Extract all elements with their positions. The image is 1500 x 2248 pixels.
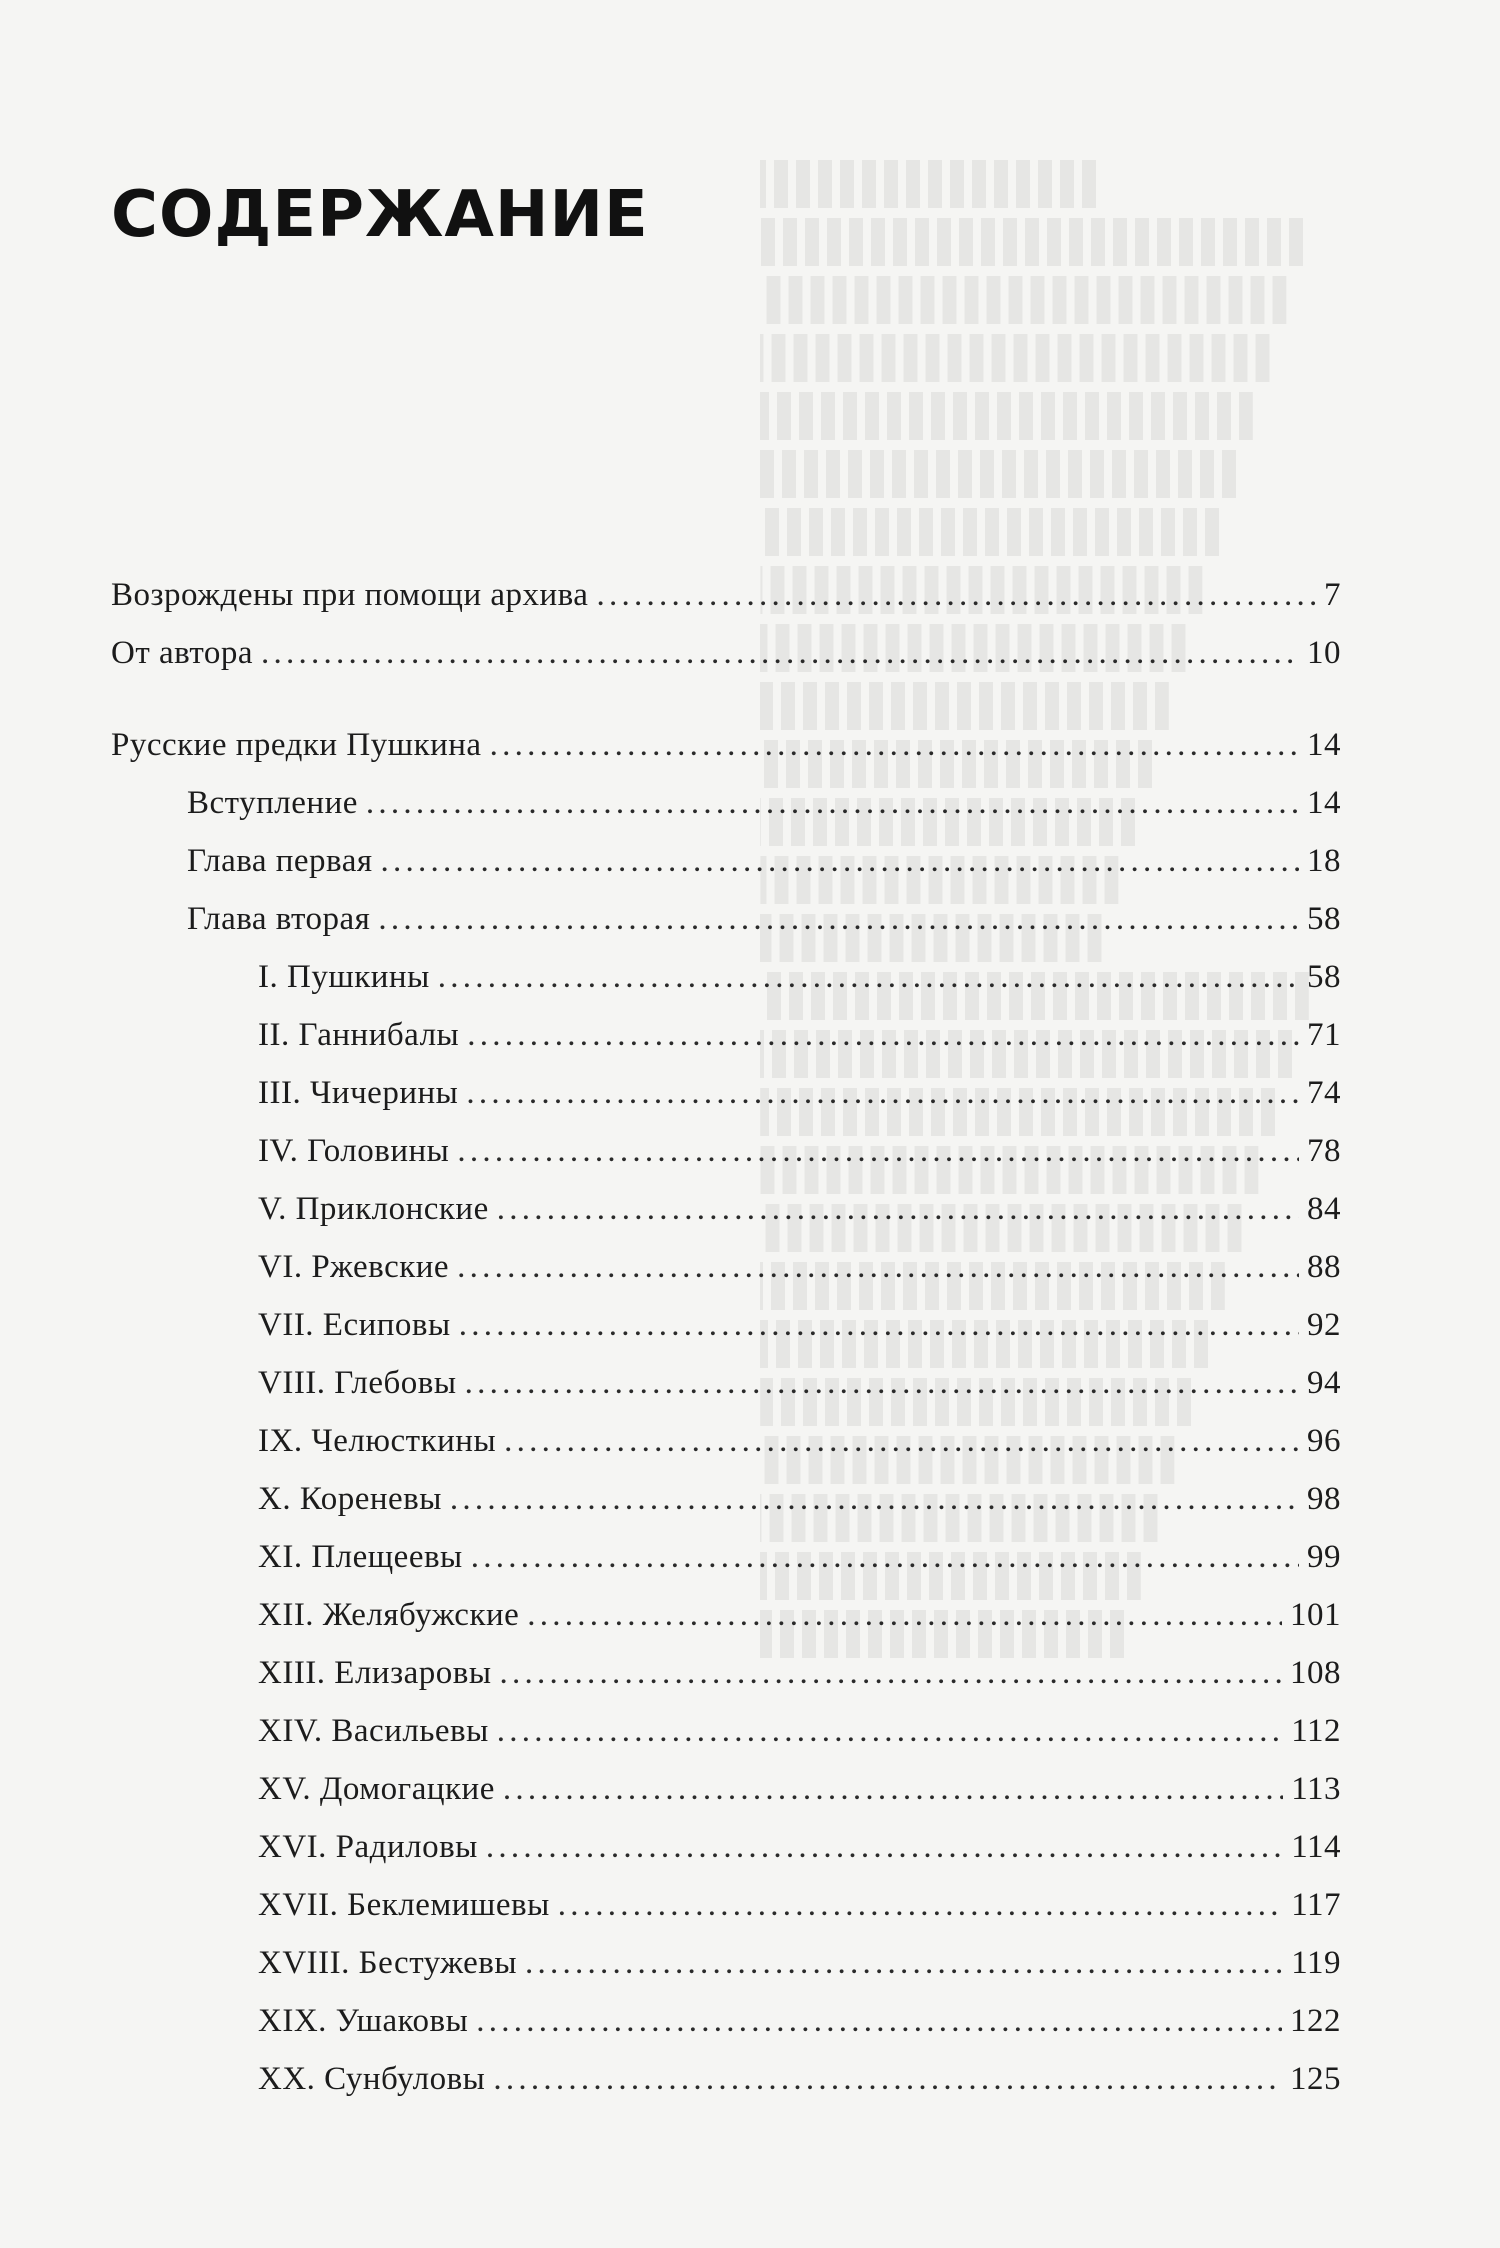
toc-entry-page-number: 78 [1307, 1133, 1341, 1169]
toc-entry [111, 948, 1341, 1006]
toc-entry [111, 774, 1341, 832]
toc-entry-label: XVI. Радиловы [258, 1829, 478, 1865]
toc-entry-label: Глава первая [187, 843, 373, 879]
show-through-line [760, 392, 1253, 440]
dot-leader [466, 1064, 1299, 1122]
show-through-line [760, 160, 1096, 208]
toc-entry-label: Вступление [187, 785, 358, 821]
toc-entry [111, 1644, 1341, 1702]
toc-entry-page-number: 112 [1291, 1713, 1341, 1749]
show-through-line [760, 276, 1286, 324]
toc-entry [111, 1702, 1341, 1760]
dot-leader [527, 1586, 1282, 1644]
toc-entry-page-number: 92 [1307, 1307, 1341, 1343]
toc-entry [111, 1006, 1341, 1064]
dot-leader [457, 1238, 1299, 1296]
toc-entry [111, 1818, 1341, 1876]
toc-entry [111, 1934, 1341, 1992]
toc-entry [111, 1586, 1341, 1644]
toc-entry-page-number: 10 [1307, 635, 1341, 671]
dot-leader [467, 1006, 1299, 1064]
dot-leader [465, 1354, 1299, 1412]
show-through-line [760, 218, 1303, 266]
toc-entry [111, 1528, 1341, 1586]
toc-entry-page-number: 114 [1291, 1829, 1341, 1865]
toc-entry-page-number: 14 [1307, 727, 1341, 763]
toc-entry-label: XVII. Беклемишевы [258, 1887, 550, 1923]
toc-entry-page-number: 101 [1290, 1597, 1341, 1633]
toc-entry-label: XII. Желябужские [258, 1597, 520, 1633]
toc-entry-page-number: 88 [1307, 1249, 1341, 1285]
toc-entry-label: Возрождены при помощи архива [111, 577, 589, 613]
dot-leader [493, 2050, 1282, 2108]
toc-entry [111, 890, 1341, 948]
dot-leader [497, 1702, 1283, 1760]
dot-leader [596, 566, 1316, 624]
toc-entry-label: IV. Головины [258, 1133, 450, 1169]
toc-entry-label: VIII. Глебовы [258, 1365, 457, 1401]
dot-leader [500, 1644, 1282, 1702]
toc-entry-page-number: 117 [1291, 1887, 1341, 1923]
toc-entry-label: VI. Ржевские [258, 1249, 450, 1285]
dot-leader [459, 1296, 1299, 1354]
toc-entry [111, 1876, 1341, 1934]
dot-leader [261, 624, 1299, 682]
toc-entry-page-number: 71 [1307, 1017, 1341, 1053]
dot-leader [558, 1876, 1283, 1934]
toc-entry-page-number: 113 [1291, 1771, 1341, 1807]
toc-entry-label: XIII. Елизаровы [258, 1655, 492, 1691]
toc-entry [111, 624, 1341, 682]
toc-entry-page-number: 14 [1307, 785, 1341, 821]
dot-leader [525, 1934, 1283, 1992]
toc-entry-page-number: 58 [1307, 959, 1341, 995]
show-through-line [760, 450, 1236, 498]
dot-leader [381, 832, 1299, 890]
toc-entry-label: XIX. Ушаковы [258, 2003, 469, 2039]
toc-entry-label: XX. Сунбуловы [258, 2061, 486, 2097]
toc-entry-label: III. Чичерины [258, 1075, 459, 1111]
toc-entry-label: XI. Плещеевы [258, 1539, 463, 1575]
toc-entry [111, 1354, 1341, 1412]
toc-entry [111, 832, 1341, 890]
toc-entry-page-number: 125 [1290, 2061, 1341, 2097]
toc-entry-label: I. Пушкины [258, 959, 430, 995]
toc-entry-page-number: 108 [1290, 1655, 1341, 1691]
toc-entry [111, 1760, 1341, 1818]
toc-entry-label: VII. Есиповы [258, 1307, 451, 1343]
dot-leader [486, 1818, 1283, 1876]
toc-entry-page-number: 94 [1307, 1365, 1341, 1401]
dot-leader [450, 1470, 1299, 1528]
show-through-line [760, 508, 1219, 556]
toc-entry-page-number: 18 [1307, 843, 1341, 879]
show-through-line [760, 334, 1270, 382]
toc-entry-page-number: 122 [1290, 2003, 1341, 2039]
toc-entry-page-number: 96 [1307, 1423, 1341, 1459]
toc-entry [111, 1412, 1341, 1470]
dot-leader [490, 716, 1299, 774]
toc-entry [111, 1180, 1341, 1238]
toc-entry-page-number: 58 [1307, 901, 1341, 937]
toc-entry-page-number: 98 [1307, 1481, 1341, 1517]
toc-entry-label: Глава вторая [187, 901, 371, 937]
dot-leader [503, 1760, 1283, 1818]
toc-entry [111, 1122, 1341, 1180]
toc-entry [111, 1992, 1341, 2050]
toc-entry-label: XV. Домогацкие [258, 1771, 495, 1807]
toc-entry-label: XVIII. Бестужевы [258, 1945, 518, 1981]
toc-entry-label: XIV. Васильевы [258, 1713, 489, 1749]
toc-entry-label: V. Приклонские [258, 1191, 489, 1227]
toc-entry [111, 1064, 1341, 1122]
toc-entry-label: От автора [111, 635, 254, 671]
dot-leader [497, 1180, 1299, 1238]
toc-entry-label: X. Кореневы [258, 1481, 442, 1517]
dot-leader [504, 1412, 1299, 1470]
toc-entry [111, 566, 1341, 624]
dot-leader [366, 774, 1299, 832]
page-title: СОДЕРЖАНИЕ [111, 178, 649, 252]
toc-entry [111, 1296, 1341, 1354]
toc-entry [111, 2050, 1341, 2108]
dot-leader [476, 1992, 1282, 2050]
toc-entry [111, 716, 1341, 774]
toc-entry-label: Русские предки Пушкина [111, 727, 482, 763]
dot-leader [457, 1122, 1299, 1180]
toc-entry [111, 1238, 1341, 1296]
dot-leader [438, 948, 1299, 1006]
toc-entry [111, 1470, 1341, 1528]
toc-entry-label: II. Ганнибалы [258, 1017, 460, 1053]
toc-entry-page-number: 84 [1307, 1191, 1341, 1227]
toc-entry-page-number: 74 [1307, 1075, 1341, 1111]
toc-entry-page-number: 7 [1324, 577, 1341, 613]
toc-entry-label: IX. Челюсткины [258, 1423, 497, 1459]
dot-leader [471, 1528, 1299, 1586]
dot-leader [378, 890, 1299, 948]
toc-entry-page-number: 99 [1307, 1539, 1341, 1575]
table-of-contents [111, 566, 1341, 2108]
toc-entry-page-number: 119 [1291, 1945, 1341, 1981]
